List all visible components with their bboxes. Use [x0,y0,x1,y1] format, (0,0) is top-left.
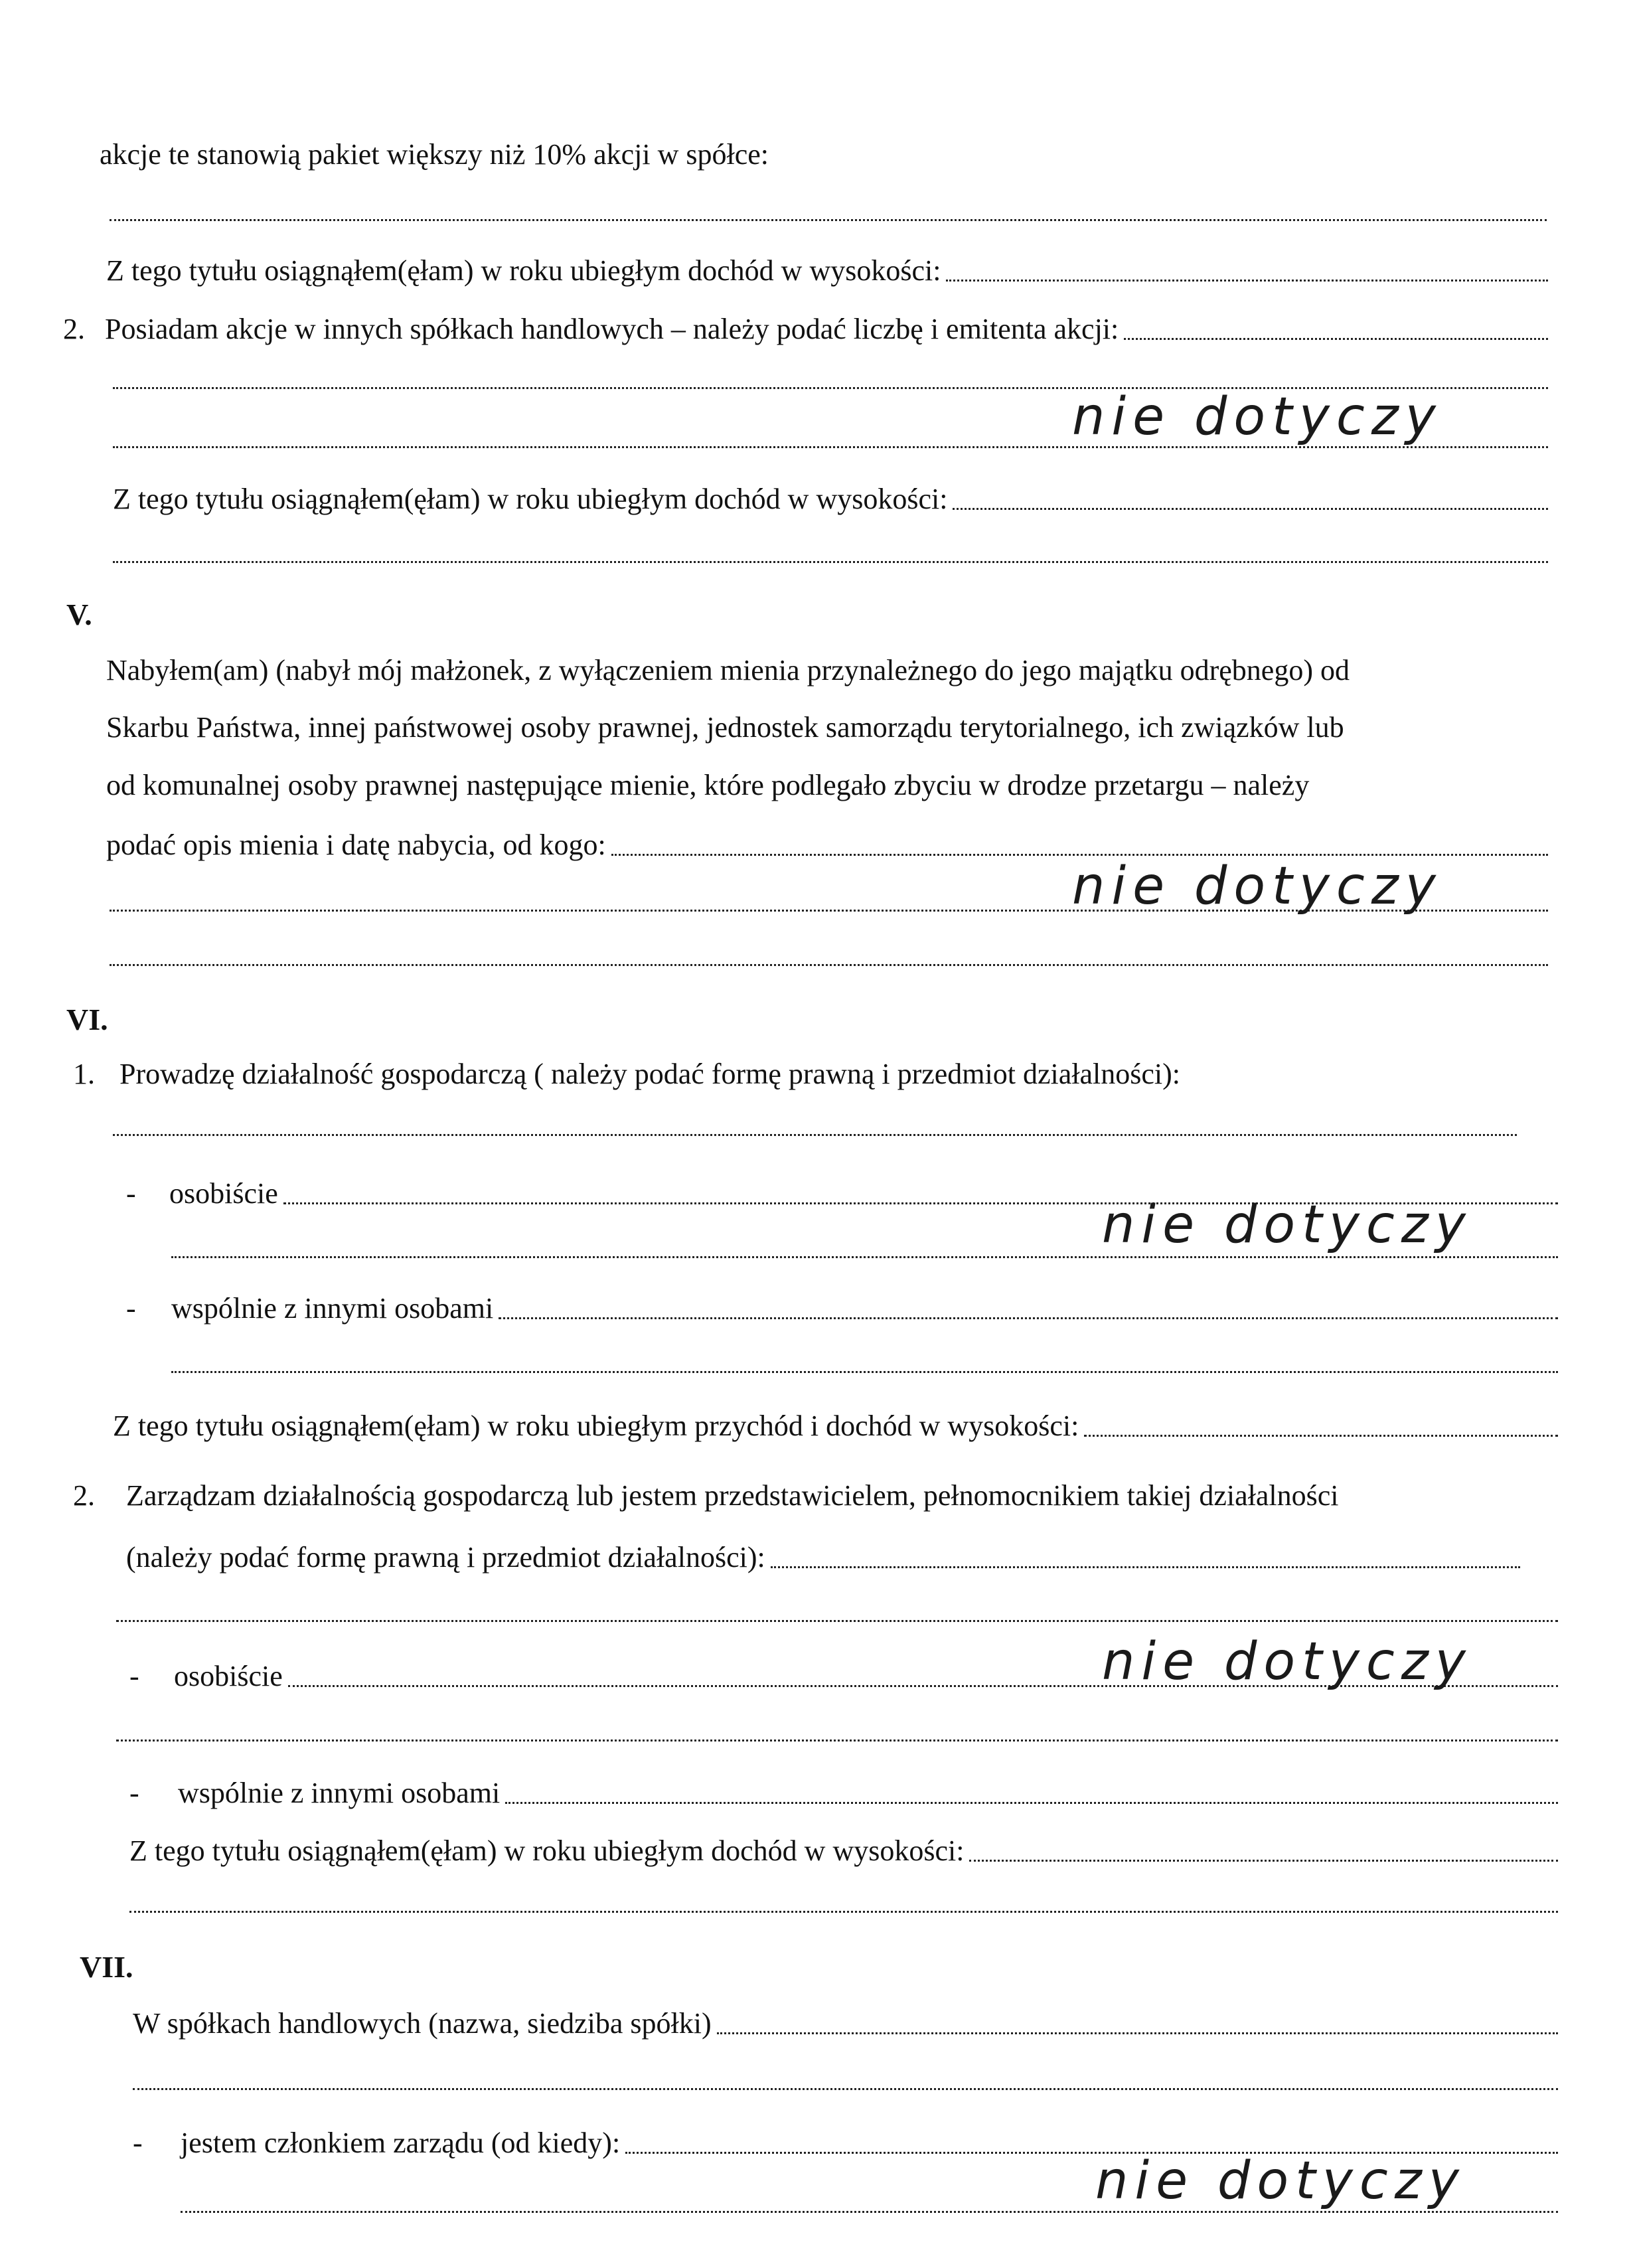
income-dotted-field [969,1860,1558,1862]
list-dash: - [133,2127,143,2159]
item-number: 2. [63,313,85,345]
section-vi-heading: VI. [66,1003,108,1036]
income-label: Z tego tytułu osiągnąłem(ęłam) w roku ubiegłym przychód i dochód w wysokości: [113,1410,1079,1442]
section-v-paragraph-line: Skarbu Państwa, innej państwowej osoby prawnej, jednostek samorządu terytorialnego, ich związków lub [106,711,1344,744]
income-line-4 [129,1832,1558,1870]
income-label: Z tego tytułu osiągnąłem(ęłam) w roku ubiegłym dochód w wysokości: [129,1834,965,1867]
item-number: 2. [73,1479,95,1512]
shares-over-10-percent-text: akcje te stanowią pakiet większy niż 10% akcji w spółce: [100,138,769,171]
management-form-dotted-field [771,1566,1520,1568]
income-line-2 [113,481,1548,518]
joint-management-line [178,1775,1558,1812]
section-v-paragraph-line: od komunalnej osoby prawnej następujące mienie, które podlegało zbyciu w drodze przetargu – należy [106,769,1310,801]
income-line-1 [106,252,1548,289]
answer-dotted-line [181,2211,1558,2213]
joint-activity-line [171,1290,1558,1327]
section-vii-heading: VII. [80,1950,133,1984]
joint-dotted-field [505,1802,1558,1804]
companies-dotted-field [717,2032,1558,2034]
income-dotted-field [953,508,1548,510]
answer-dotted-line [129,1911,1558,1913]
personal-label: osobiście [174,1660,283,1692]
other-shares-line [105,311,1548,348]
management-form-line [126,1539,1520,1576]
income-line-3 [113,1408,1558,1445]
handwritten-not-applicable: nie dotyczy [1095,2151,1466,2211]
answer-dotted-line [110,964,1548,966]
other-shares-dotted-field [1124,338,1548,340]
answer-dotted-line [113,561,1548,563]
handwritten-not-applicable: nie dotyczy [1072,387,1442,447]
section-v-heading: V. [66,598,92,631]
companies-label: W spółkach handlowych (nazwa, siedziba spółki) [133,2007,712,2040]
answer-dotted-line [116,1620,1558,1622]
item-number: 1. [73,1058,95,1090]
other-shares-label: Posiadam akcje w innych spółkach handlowych – należy podać liczbę i emitenta akcji: [105,313,1119,345]
handwritten-not-applicable: nie dotyczy [1102,1195,1472,1255]
income-dotted-field [946,280,1548,282]
handwritten-not-applicable: nie dotyczy [1102,1632,1472,1692]
board-member-label: jestem członkiem zarządu (od kiedy): [181,2127,621,2159]
answer-dotted-line [113,1134,1517,1136]
business-activity-label: Prowadzę działalność gospodarczą ( należy podać formę prawną i przedmiot działalności): [119,1058,1180,1090]
section-v-paragraph-line: Nabyłem(am) (nabył mój małżonek, z wyłączeniem mienia przynależnego do jego majątku odrębnego) od [106,654,1350,687]
joint-label: wspólnie z innymi osobami [171,1292,494,1325]
income-label: Z tego tytułu osiągnąłem(ęłam) w roku ubiegłym dochód w wysokości: [106,254,941,287]
management-label-line: Zarządzam działalnością gospodarczą lub jestem przedstawicielem, pełnomocnikiem takiej działalności [126,1479,1339,1512]
list-dash: - [126,1292,136,1325]
joint-label: wspólnie z innymi osobami [178,1777,501,1809]
answer-dotted-line [116,1740,1558,1742]
income-dotted-field [1084,1435,1558,1437]
answer-dotted-line [133,2088,1558,2090]
answer-dotted-line [110,219,1547,221]
answer-dotted-line [171,1371,1558,1373]
personal-label: osobiście [169,1177,278,1210]
list-dash: - [129,1660,139,1692]
answer-dotted-line [171,1256,1558,1258]
list-dash: - [126,1177,136,1210]
joint-dotted-field [499,1317,1558,1319]
income-label: Z tego tytułu osiągnąłem(ęłam) w roku ubiegłym dochód w wysokości: [113,483,948,515]
acquisition-dotted-field [611,854,1548,856]
handwritten-not-applicable: nie dotyczy [1072,856,1442,916]
acquisition-label: podać opis mienia i datę nabycia, od kogo: [106,829,606,861]
list-dash: - [129,1777,139,1809]
companies-line [133,2005,1558,2042]
management-form-label: (należy podać formę prawną i przedmiot działalności): [126,1541,765,1574]
